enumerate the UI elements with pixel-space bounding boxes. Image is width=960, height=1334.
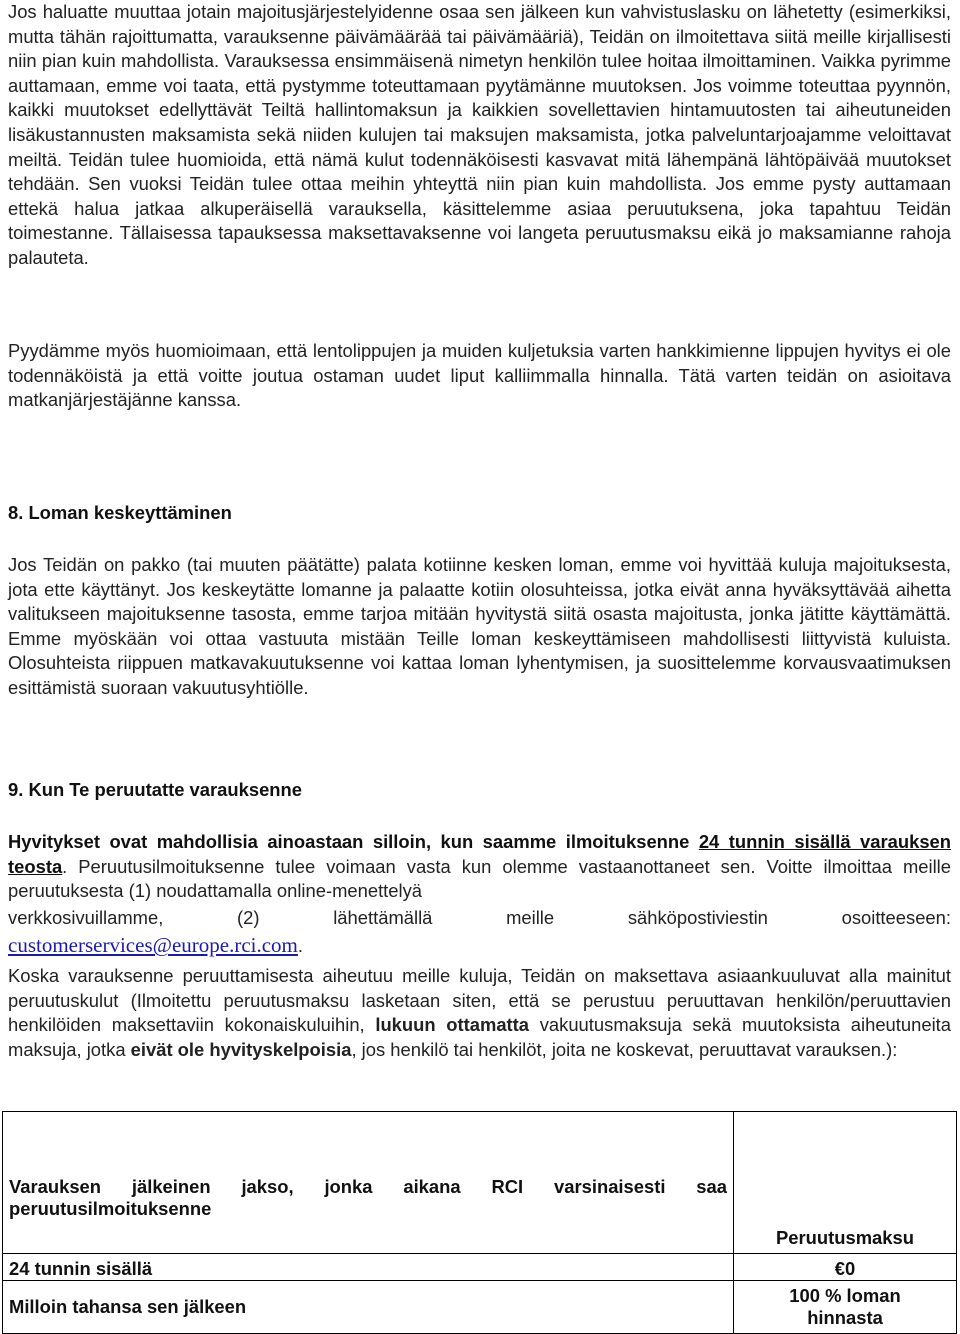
fee-cell: 100 % loman hinnasta <box>734 1281 957 1334</box>
customer-services-email-link[interactable]: customerservices@europe.rci.com <box>8 933 298 958</box>
change-booking-paragraph: Jos haluatte muuttaa jotain majoitusjärjestelyidenne osaa sen jälkeen kun vahvistuslasku on lähetetty (esimerkiksi, mutta tähän rajoittumatta, varauksenne päivämäärää tai päivämääriä), Teidän on ilmoitettava siitä meille kirjallisesti niin pian kuin mahdollista. Varauksessa ensimmäisenä nimetyn henkilön tulee hoitaa ilmoittaminen. Vaikka pyrimme auttamaan, emme voi taata, että pystymme toteuttamaan pyytämänne muutoksen. Jos voimme toteuttaa pyynnön, kaikki muutokset edellyttävät Teiltä hallintomaksun ja kaikkien sovellettavien hintamuutosten tai aiheutuneiden lisäkustannusten maksamista sekä niiden kulujen tai maksujen maksamista, jotka palveluntarjoajamme veloittavat meiltä. Teidän tulee huomioida, että nämä kulut todennäköisesti kasvavat mitä lähempänä lähtöpäivää muutokset tehdään. Sen vuoksi Teidän tulee ottaa meihin yhteyttä niin pian kuin mahdollista. Jos emme pysty auttamaan ettekä halua jatkaa alkuperäisellä varauksella, käsittelemme asiaa peruutuksena, joka tapahtuu Teidän toimestanne. Tällaisessa tapauksessa maksettavaksenne voi langeta peruutusmaksu eikä jo maksamianne rahoja palauteta. <box>8 1 951 268</box>
period-header-cell: Varauksen jälkeinen jakso, jonka aikana RCI varsinaisesti saa peruutusilmoituksenne <box>3 1112 734 1254</box>
tickets-refund-paragraph: Pyydämme myös huomioimaan, että lentolippujen ja muiden kuljetuksia varten hankkimienne lippujen hyvitys ei ole todennäköistä ja että voitte joutua ostaman uudet liput kalliimmalla hinnalla. Tätä varten teidän on asioitava matkanjärjestäjänne kanssa. <box>8 340 951 411</box>
fee-cell: €0 <box>734 1254 957 1281</box>
section-8-body: Jos Teidän on pakko (tai muuten päätätte) palata kotiinne kesken loman, emme voi hyvittää kuluja majoituksesta, jota ette käyttänyt. Jos keskeytätte lomanne ja palaatte kotiin olosuhteissa, jotka eivät anna hyväksyttävää aihetta valitukseen majoituksenne tasosta, emme tarjoa mitään hyvitystä siitä osasta majoitusta, jonka jätitte käyttämättä. Emme myöskään voi ottaa vastuuta mistään Teille loman keskeyttämiseen mahdollisesti liittyvistä kuluista. Olosuhteista riippuen matkavakuutuksenne voi kattaa loman lyhentymisen, ja suosittelemme korvausvaatimuksen esittämistä suoraan vakuutusyhtiölle. <box>8 554 951 698</box>
cancellation-fee-table <box>2 1111 957 1334</box>
section-8-heading: 8. Loman keskeyttäminen <box>8 502 232 523</box>
table-row <box>3 1281 957 1334</box>
fee-header-cell: Peruutusmaksu <box>734 1112 957 1254</box>
cancellation-costs-paragraph: Koska varauksenne peruuttamisesta aiheutuu meille kuluja, Teidän on maksettava asiaankuuluvat alla mainitut peruutuskulut (Ilmoitettu peruutusmaksu lasketaan siten, että se perustuu peruuttavan henkilön/peruuttavien henkilöiden maksettaviin kokonaiskuluihin, lukuun ottamatta vakuutusmaksuja sekä muutoksista aiheutuneita maksuja, jotka eivät ole hyvityskelpoisia, jos henkilö tai henkilöt, joita ne koskevat, peruuttavat varauksen.): <box>8 965 951 1060</box>
cancellation-methods-line: verkkosivuillamme, (2) lähettämällä meille sähköpostiviestin osoitteeseen: <box>8 906 951 928</box>
cancellation-notice-text: . Peruutusilmoituksenne tulee voimaan vasta kun olemme vastaanottaneet sen. Voitte ilmoittaa meille peruutuksesta (1) noudattamalla online-menettelyä <box>8 855 951 902</box>
table-header-row <box>3 1112 957 1254</box>
section-9-lead-paragraph <box>8 830 951 961</box>
period-cell: 24 tunnin sisällä <box>3 1254 734 1281</box>
email-line: customerservices@europe.rci.com. <box>8 933 304 958</box>
refund-condition-text: Hyvitykset ovat mahdollisia ainoastaan silloin, kun saamme ilmoituksenne <box>8 831 699 852</box>
section-9-heading: 9. Kun Te peruutatte varauksenne <box>8 779 302 800</box>
period-cell: Milloin tahansa sen jälkeen <box>3 1281 734 1334</box>
refund-deadline-text: 24 tunnin sisällä varauksen teosta <box>8 831 952 877</box>
table-row <box>3 1254 957 1281</box>
